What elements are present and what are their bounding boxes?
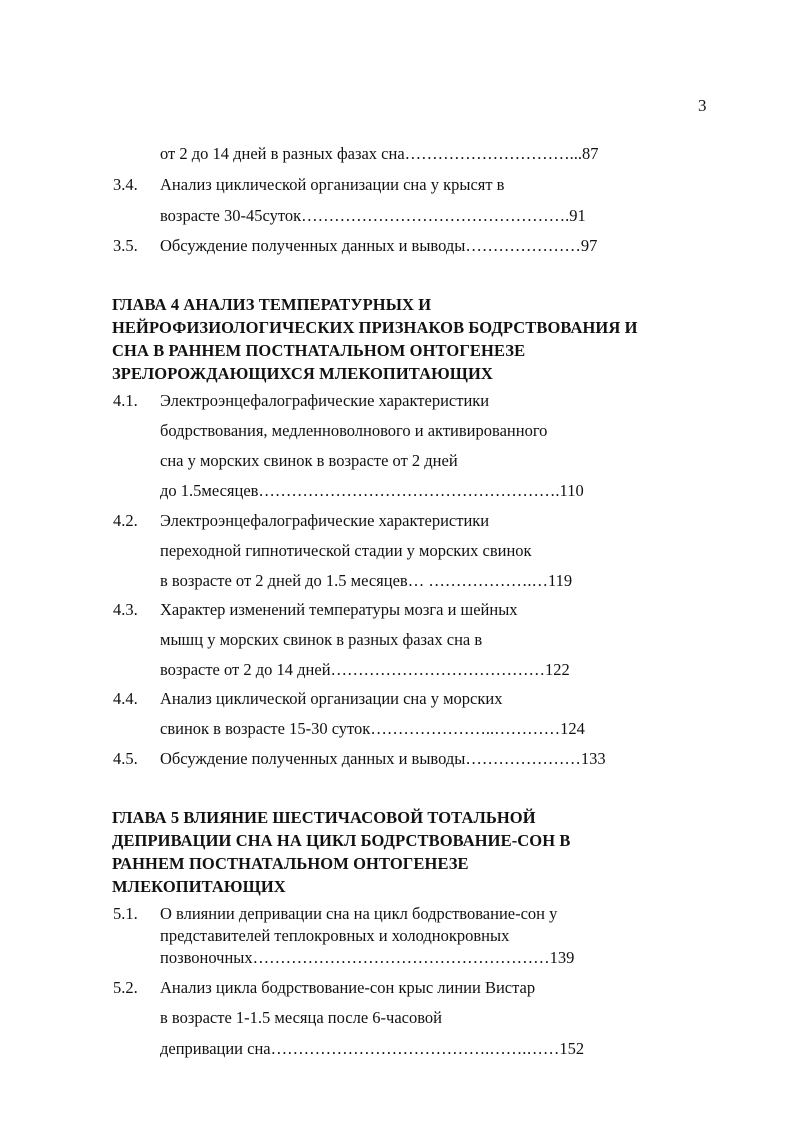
toc-item-number: 4.2. [113, 511, 138, 530]
toc-line: Анализ циклической организации сна у морских [160, 689, 503, 708]
toc-line: возрасте от 2 до 14 дней…………………………………122 [160, 660, 570, 679]
toc-line: позвоночных………………………………………………139 [160, 948, 575, 967]
toc-line: О влиянии депривации сна на цикл бодрствование-сон у [160, 904, 558, 923]
toc-item-number: 3.5. [113, 236, 138, 255]
toc-item-number: 4.5. [113, 749, 138, 768]
chapter-heading-line: МЛЕКОПИТАЮЩИХ [112, 877, 286, 896]
chapter-heading-line: СНА В РАННЕМ ПОСТНАТАЛЬНОМ ОНТОГЕНЕЗЕ [112, 341, 526, 360]
chapter-heading-line: РАННЕМ ПОСТНАТАЛЬНОМ ОНТОГЕНЕЗЕ [112, 854, 469, 873]
toc-item-number: 4.4. [113, 689, 138, 708]
toc-line: в возрасте 1-1.5 месяца после 6-часовой [160, 1008, 442, 1027]
toc-item-number: 5.1. [113, 904, 138, 923]
chapter-heading-line: ЗРЕЛОРОЖДАЮЩИХСЯ МЛЕКОПИТАЮЩИХ [112, 364, 493, 383]
toc-line: в возрасте от 2 дней до 1.5 месяцев… ……………….…119 [160, 571, 573, 590]
toc-line: свинок в возрасте 15-30 суток…………………..…………124 [160, 719, 585, 738]
toc-line: депривации сна………………………………….…….……152 [160, 1039, 585, 1058]
toc-line: Обсуждение полученных данных и выводы…………………133 [160, 749, 606, 768]
toc-line: Анализ циклической организации сна у крысят в [160, 175, 505, 194]
toc-line: Электроэнцефалографические характеристики [160, 511, 490, 530]
chapter-heading-line: ГЛАВА 4 АНАЛИЗ ТЕМПЕРАТУРНЫХ И [112, 295, 432, 314]
toc-item-number: 3.4. [113, 175, 138, 194]
toc-line: сна у морских свинок в возрасте от 2 дней [160, 451, 458, 470]
chapter-heading-line: ГЛАВА 5 ВЛИЯНИЕ ШЕСТИЧАСОВОЙ ТОТАЛЬНОЙ [112, 808, 536, 827]
toc-item-number: 4.1. [113, 391, 138, 410]
toc-line: бодрствования, медленноволнового и активированного [160, 421, 548, 440]
toc-line: от 2 до 14 дней в разных фазах сна…………………………...87 [160, 144, 599, 163]
toc-line: до 1.5месяцев……………………………………………….110 [160, 481, 584, 500]
toc-line: переходной гипнотической стадии у морских свинок [160, 541, 532, 560]
toc-line: Обсуждение полученных данных и выводы…………………97 [160, 236, 598, 255]
toc-line: Анализ цикла бодрствование-сон крыс линии Вистар [160, 978, 536, 997]
toc-item-number: 5.2. [113, 978, 138, 997]
toc-line: мышц у морских свинок в разных фазах сна в [160, 630, 483, 649]
toc-item-number: 4.3. [113, 600, 138, 619]
toc-line: Электроэнцефалографические характеристики [160, 391, 490, 410]
chapter-heading-line: НЕЙРОФИЗИОЛОГИЧЕСКИХ ПРИЗНАКОВ БОДРСТВОВАНИЯ И [112, 318, 638, 337]
chapter-heading-line: ДЕПРИВАЦИИ СНА НА ЦИКЛ БОДРСТВОВАНИЕ-СОН В [112, 831, 571, 850]
toc-line: представителей теплокровных и холоднокровных [160, 926, 510, 945]
toc-line: возрасте 30-45суток………………………………………….91 [160, 206, 586, 225]
page-number: 3 [698, 96, 707, 115]
toc-line: Характер изменений температуры мозга и шейных [160, 600, 518, 619]
